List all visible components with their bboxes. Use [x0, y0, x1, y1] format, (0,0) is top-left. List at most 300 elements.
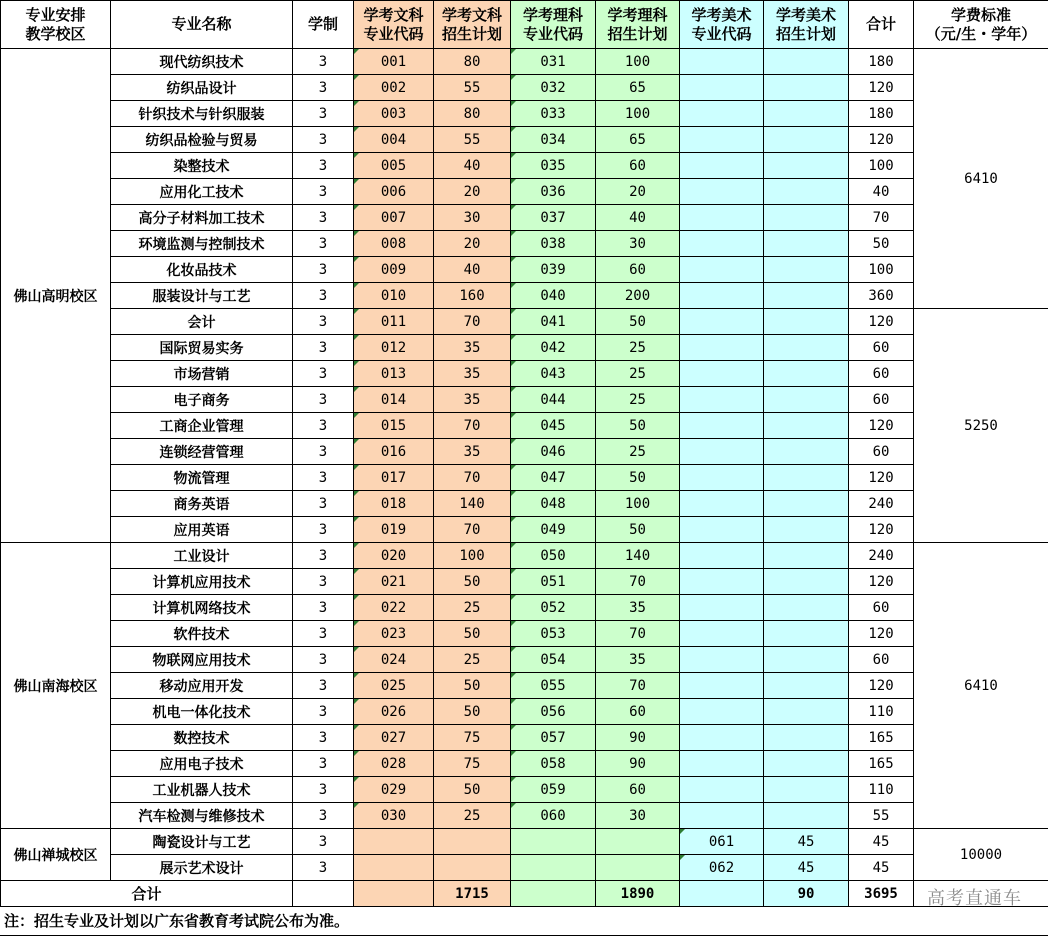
major-name: 应用化工技术 — [111, 179, 293, 205]
art-plan-cell — [764, 49, 849, 75]
wen-code-cell: 012 — [354, 335, 434, 361]
table-row — [1, 387, 1048, 413]
col-header-li-plan: 学考理科 招生计划 — [596, 1, 680, 49]
major-name: 现代纺织技术 — [111, 49, 293, 75]
art-plan-cell — [764, 465, 849, 491]
campus-cell: 佛山禅城校区 — [1, 829, 111, 881]
wen-plan-cell: 55 — [434, 75, 511, 101]
li-code-cell: 047 — [511, 465, 596, 491]
li-code-cell: 042 — [511, 335, 596, 361]
art-plan-cell — [764, 153, 849, 179]
wen-code-cell — [354, 855, 434, 881]
art-plan-cell — [764, 491, 849, 517]
years-cell: 3 — [293, 647, 354, 673]
row-total-cell: 120 — [849, 517, 914, 543]
li-plan-cell: 200 — [596, 283, 680, 309]
art-plan-cell — [764, 413, 849, 439]
art-code-cell — [680, 75, 764, 101]
major-name: 服装设计与工艺 — [111, 283, 293, 309]
row-total-cell: 120 — [849, 569, 914, 595]
li-plan-cell: 140 — [596, 543, 680, 569]
li-plan-cell: 70 — [596, 673, 680, 699]
wen-code-cell: 006 — [354, 179, 434, 205]
art-plan-cell — [764, 101, 849, 127]
wen-plan-cell — [434, 855, 511, 881]
art-plan-cell — [764, 179, 849, 205]
art-plan-cell — [764, 335, 849, 361]
art-code-cell — [680, 127, 764, 153]
col-header-major: 专业名称 — [111, 1, 293, 49]
fee-cell: 10000 — [914, 829, 1048, 881]
li-code-cell: 057 — [511, 725, 596, 751]
wen-plan-cell: 80 — [434, 49, 511, 75]
art-code-cell — [680, 335, 764, 361]
art-plan-cell — [764, 283, 849, 309]
totals-art-code — [680, 881, 764, 907]
li-plan-cell: 100 — [596, 491, 680, 517]
table-row — [1, 101, 1048, 127]
footnote: 注：招生专业及计划以广东省教育考试院公布为准。 — [4, 912, 350, 930]
major-name: 染整技术 — [111, 153, 293, 179]
li-code-cell: 058 — [511, 751, 596, 777]
totals-label: 合计 — [1, 881, 293, 907]
art-code-cell — [680, 361, 764, 387]
art-code-cell — [680, 517, 764, 543]
table-row — [1, 127, 1048, 153]
wen-plan-cell — [434, 829, 511, 855]
row-total-cell: 45 — [849, 855, 914, 881]
table-row — [1, 465, 1048, 491]
col-header-campus: 专业安排 教学校区 — [1, 1, 111, 49]
wen-code-cell: 020 — [354, 543, 434, 569]
li-plan-cell: 70 — [596, 621, 680, 647]
wen-code-cell: 024 — [354, 647, 434, 673]
wen-code-cell: 002 — [354, 75, 434, 101]
major-name: 展示艺术设计 — [111, 855, 293, 881]
art-code-cell — [680, 803, 764, 829]
li-code-cell: 046 — [511, 439, 596, 465]
totals-row — [1, 881, 1048, 907]
li-plan-cell: 60 — [596, 777, 680, 803]
wen-plan-cell: 25 — [434, 803, 511, 829]
row-total-cell: 120 — [849, 673, 914, 699]
major-name: 纺织品设计 — [111, 75, 293, 101]
li-plan-cell: 100 — [596, 101, 680, 127]
table-row — [1, 153, 1048, 179]
wen-plan-cell: 35 — [434, 335, 511, 361]
art-plan-cell — [764, 777, 849, 803]
wen-code-cell: 003 — [354, 101, 434, 127]
years-cell: 3 — [293, 387, 354, 413]
wen-plan-cell: 20 — [434, 179, 511, 205]
table-row — [1, 543, 1048, 569]
li-plan-cell: 25 — [596, 335, 680, 361]
major-name: 市场营销 — [111, 361, 293, 387]
wen-code-cell: 014 — [354, 387, 434, 413]
li-code-cell: 050 — [511, 543, 596, 569]
row-total-cell: 45 — [849, 829, 914, 855]
major-name: 工业设计 — [111, 543, 293, 569]
li-plan-cell: 30 — [596, 231, 680, 257]
art-code-cell — [680, 439, 764, 465]
wen-plan-cell: 30 — [434, 205, 511, 231]
years-cell: 3 — [293, 621, 354, 647]
li-code-cell: 053 — [511, 621, 596, 647]
table-row — [1, 517, 1048, 543]
col-header-total: 合计 — [849, 1, 914, 49]
wen-code-cell: 017 — [354, 465, 434, 491]
art-code-cell — [680, 491, 764, 517]
major-name: 工业机器人技术 — [111, 777, 293, 803]
row-total-cell: 120 — [849, 309, 914, 335]
li-code-cell: 052 — [511, 595, 596, 621]
row-total-cell: 50 — [849, 231, 914, 257]
li-code-cell: 034 — [511, 127, 596, 153]
li-plan-cell: 20 — [596, 179, 680, 205]
wen-plan-cell: 50 — [434, 699, 511, 725]
major-name: 环境监测与控制技术 — [111, 231, 293, 257]
art-plan-cell — [764, 725, 849, 751]
li-code-cell: 051 — [511, 569, 596, 595]
art-plan-cell — [764, 621, 849, 647]
major-name: 商务英语 — [111, 491, 293, 517]
table-row — [1, 257, 1048, 283]
wen-plan-cell: 25 — [434, 595, 511, 621]
wen-plan-cell: 70 — [434, 517, 511, 543]
years-cell: 3 — [293, 127, 354, 153]
row-total-cell: 60 — [849, 647, 914, 673]
li-plan-cell: 50 — [596, 517, 680, 543]
wen-code-cell: 001 — [354, 49, 434, 75]
li-code-cell: 035 — [511, 153, 596, 179]
li-plan-cell: 90 — [596, 751, 680, 777]
wen-code-cell: 021 — [354, 569, 434, 595]
totals-li-plan: 1890 — [596, 881, 680, 907]
years-cell: 3 — [293, 595, 354, 621]
wen-plan-cell: 50 — [434, 777, 511, 803]
table-row — [1, 777, 1048, 803]
li-plan-cell: 50 — [596, 413, 680, 439]
major-name: 高分子材料加工技术 — [111, 205, 293, 231]
wen-plan-cell: 50 — [434, 621, 511, 647]
row-total-cell: 240 — [849, 543, 914, 569]
years-cell: 3 — [293, 777, 354, 803]
li-plan-cell: 100 — [596, 49, 680, 75]
li-code-cell: 043 — [511, 361, 596, 387]
wen-plan-cell: 55 — [434, 127, 511, 153]
art-code-cell — [680, 231, 764, 257]
li-code-cell — [511, 855, 596, 881]
wen-code-cell: 011 — [354, 309, 434, 335]
major-name: 计算机网络技术 — [111, 595, 293, 621]
years-cell: 3 — [293, 179, 354, 205]
li-plan-cell: 40 — [596, 205, 680, 231]
li-code-cell: 045 — [511, 413, 596, 439]
major-name: 物流管理 — [111, 465, 293, 491]
totals-li-code — [511, 881, 596, 907]
col-header-wen-plan: 学考文科 招生计划 — [434, 1, 511, 49]
years-cell: 3 — [293, 803, 354, 829]
fee-cell: 6410 — [914, 543, 1048, 829]
row-total-cell: 180 — [849, 101, 914, 127]
col-header-art-code: 学考美术 专业代码 — [680, 1, 764, 49]
wen-plan-cell: 100 — [434, 543, 511, 569]
wen-code-cell: 009 — [354, 257, 434, 283]
row-total-cell: 60 — [849, 335, 914, 361]
major-name: 汽车检测与维修技术 — [111, 803, 293, 829]
table-row — [1, 855, 1048, 881]
li-code-cell — [511, 829, 596, 855]
row-total-cell: 120 — [849, 465, 914, 491]
art-code-cell — [680, 647, 764, 673]
years-cell: 3 — [293, 361, 354, 387]
li-plan-cell — [596, 855, 680, 881]
li-code-cell: 037 — [511, 205, 596, 231]
table-row — [1, 699, 1048, 725]
wen-plan-cell: 75 — [434, 725, 511, 751]
wen-plan-cell: 40 — [434, 153, 511, 179]
row-total-cell: 100 — [849, 257, 914, 283]
major-name: 移动应用开发 — [111, 673, 293, 699]
years-cell: 3 — [293, 829, 354, 855]
li-code-cell: 049 — [511, 517, 596, 543]
table-body — [1, 49, 1048, 907]
li-code-cell: 056 — [511, 699, 596, 725]
wen-plan-cell: 35 — [434, 361, 511, 387]
wen-code-cell: 007 — [354, 205, 434, 231]
wen-plan-cell: 70 — [434, 413, 511, 439]
art-code-cell — [680, 777, 764, 803]
li-plan-cell: 35 — [596, 595, 680, 621]
art-code-cell — [680, 153, 764, 179]
art-code-cell — [680, 387, 764, 413]
wen-code-cell: 025 — [354, 673, 434, 699]
table-row — [1, 283, 1048, 309]
major-name: 物联网应用技术 — [111, 647, 293, 673]
row-total-cell: 165 — [849, 725, 914, 751]
row-total-cell: 110 — [849, 777, 914, 803]
row-total-cell: 40 — [849, 179, 914, 205]
years-cell: 3 — [293, 673, 354, 699]
years-cell: 3 — [293, 153, 354, 179]
watermark: 高考直通车 — [927, 888, 1022, 909]
art-code-cell — [680, 205, 764, 231]
wen-plan-cell: 50 — [434, 569, 511, 595]
li-plan-cell: 90 — [596, 725, 680, 751]
totals-years — [293, 881, 354, 907]
major-name: 机电一体化技术 — [111, 699, 293, 725]
years-cell: 3 — [293, 49, 354, 75]
totals-wen-code — [354, 881, 434, 907]
table-row — [1, 803, 1048, 829]
row-total-cell: 60 — [849, 439, 914, 465]
art-plan-cell — [764, 569, 849, 595]
li-code-cell: 044 — [511, 387, 596, 413]
years-cell: 3 — [293, 569, 354, 595]
art-plan-cell — [764, 309, 849, 335]
years-cell: 3 — [293, 517, 354, 543]
wen-plan-cell: 20 — [434, 231, 511, 257]
row-total-cell: 120 — [849, 75, 914, 101]
col-header-li-code: 学考理科 专业代码 — [511, 1, 596, 49]
art-plan-cell — [764, 595, 849, 621]
art-code-cell — [680, 257, 764, 283]
li-plan-cell: 25 — [596, 361, 680, 387]
li-plan-cell: 25 — [596, 387, 680, 413]
years-cell: 3 — [293, 439, 354, 465]
totals-total: 3695 — [849, 881, 914, 907]
row-total-cell: 100 — [849, 153, 914, 179]
art-plan-cell: 45 — [764, 829, 849, 855]
li-code-cell: 038 — [511, 231, 596, 257]
table-row — [1, 491, 1048, 517]
years-cell: 3 — [293, 413, 354, 439]
art-plan-cell — [764, 205, 849, 231]
li-code-cell: 039 — [511, 257, 596, 283]
li-plan-cell: 50 — [596, 465, 680, 491]
table-header-row — [1, 1, 1048, 49]
wen-code-cell: 023 — [354, 621, 434, 647]
wen-plan-cell: 80 — [434, 101, 511, 127]
wen-code-cell: 018 — [354, 491, 434, 517]
li-plan-cell: 35 — [596, 647, 680, 673]
wen-code-cell: 016 — [354, 439, 434, 465]
row-total-cell: 360 — [849, 283, 914, 309]
wen-code-cell: 027 — [354, 725, 434, 751]
li-code-cell: 041 — [511, 309, 596, 335]
col-header-years: 学制 — [293, 1, 354, 49]
art-plan-cell — [764, 517, 849, 543]
li-plan-cell: 50 — [596, 309, 680, 335]
row-total-cell: 60 — [849, 595, 914, 621]
years-cell: 3 — [293, 75, 354, 101]
totals-wen-plan: 1715 — [434, 881, 511, 907]
table-row — [1, 205, 1048, 231]
art-code-cell — [680, 283, 764, 309]
table-row — [1, 179, 1048, 205]
wen-code-cell: 022 — [354, 595, 434, 621]
col-header-art-plan: 学考美术 招生计划 — [764, 1, 849, 49]
table-row — [1, 673, 1048, 699]
wen-code-cell: 010 — [354, 283, 434, 309]
wen-code-cell: 028 — [354, 751, 434, 777]
years-cell: 3 — [293, 725, 354, 751]
major-name: 工商企业管理 — [111, 413, 293, 439]
years-cell: 3 — [293, 699, 354, 725]
art-code-cell — [680, 569, 764, 595]
li-code-cell: 059 — [511, 777, 596, 803]
art-code-cell — [680, 751, 764, 777]
totals-art-plan: 90 — [764, 881, 849, 907]
li-code-cell: 036 — [511, 179, 596, 205]
li-plan-cell: 60 — [596, 257, 680, 283]
years-cell: 3 — [293, 205, 354, 231]
major-name: 国际贸易实务 — [111, 335, 293, 361]
table-row — [1, 309, 1048, 335]
wen-code-cell: 013 — [354, 361, 434, 387]
fee-cell: 5250 — [914, 309, 1048, 543]
major-name: 计算机应用技术 — [111, 569, 293, 595]
wen-plan-cell: 40 — [434, 257, 511, 283]
years-cell: 3 — [293, 465, 354, 491]
wen-plan-cell: 70 — [434, 465, 511, 491]
li-code-cell: 032 — [511, 75, 596, 101]
li-plan-cell: 65 — [596, 75, 680, 101]
li-plan-cell: 25 — [596, 439, 680, 465]
major-name: 化妆品技术 — [111, 257, 293, 283]
wen-plan-cell: 25 — [434, 647, 511, 673]
major-name: 纺织品检验与贸易 — [111, 127, 293, 153]
row-total-cell: 60 — [849, 361, 914, 387]
table-row — [1, 49, 1048, 75]
row-total-cell: 120 — [849, 127, 914, 153]
col-header-wen-code: 学考文科 专业代码 — [354, 1, 434, 49]
wen-code-cell: 029 — [354, 777, 434, 803]
art-plan-cell — [764, 75, 849, 101]
major-name: 连锁经营管理 — [111, 439, 293, 465]
li-code-cell: 048 — [511, 491, 596, 517]
wen-plan-cell: 160 — [434, 283, 511, 309]
wen-plan-cell: 50 — [434, 673, 511, 699]
table-row — [1, 751, 1048, 777]
art-plan-cell — [764, 647, 849, 673]
row-total-cell: 120 — [849, 621, 914, 647]
row-total-cell: 120 — [849, 413, 914, 439]
years-cell: 3 — [293, 231, 354, 257]
major-name: 会计 — [111, 309, 293, 335]
wen-plan-cell: 35 — [434, 387, 511, 413]
row-total-cell: 240 — [849, 491, 914, 517]
art-code-cell: 061 — [680, 829, 764, 855]
wen-code-cell: 026 — [354, 699, 434, 725]
art-plan-cell — [764, 673, 849, 699]
table-row — [1, 569, 1048, 595]
years-cell: 3 — [293, 751, 354, 777]
table-row — [1, 621, 1048, 647]
art-code-cell — [680, 725, 764, 751]
table-row — [1, 439, 1048, 465]
table-row — [1, 361, 1048, 387]
li-code-cell: 055 — [511, 673, 596, 699]
major-name: 应用英语 — [111, 517, 293, 543]
years-cell: 3 — [293, 543, 354, 569]
wen-code-cell: 004 — [354, 127, 434, 153]
wen-plan-cell: 140 — [434, 491, 511, 517]
major-name: 陶瓷设计与工艺 — [111, 829, 293, 855]
art-code-cell — [680, 673, 764, 699]
art-plan-cell: 45 — [764, 855, 849, 881]
wen-code-cell — [354, 829, 434, 855]
li-plan-cell: 65 — [596, 127, 680, 153]
li-plan-cell — [596, 829, 680, 855]
wen-plan-cell: 75 — [434, 751, 511, 777]
wen-plan-cell: 70 — [434, 309, 511, 335]
wen-code-cell: 005 — [354, 153, 434, 179]
years-cell: 3 — [293, 101, 354, 127]
art-code-cell — [680, 543, 764, 569]
art-code-cell — [680, 699, 764, 725]
campus-cell: 佛山南海校区 — [1, 543, 111, 829]
table-row — [1, 647, 1048, 673]
li-code-cell: 054 — [511, 647, 596, 673]
art-plan-cell — [764, 387, 849, 413]
art-code-cell: 062 — [680, 855, 764, 881]
art-code-cell — [680, 309, 764, 335]
row-total-cell: 165 — [849, 751, 914, 777]
table-row — [1, 75, 1048, 101]
years-cell: 3 — [293, 309, 354, 335]
table-row — [1, 725, 1048, 751]
